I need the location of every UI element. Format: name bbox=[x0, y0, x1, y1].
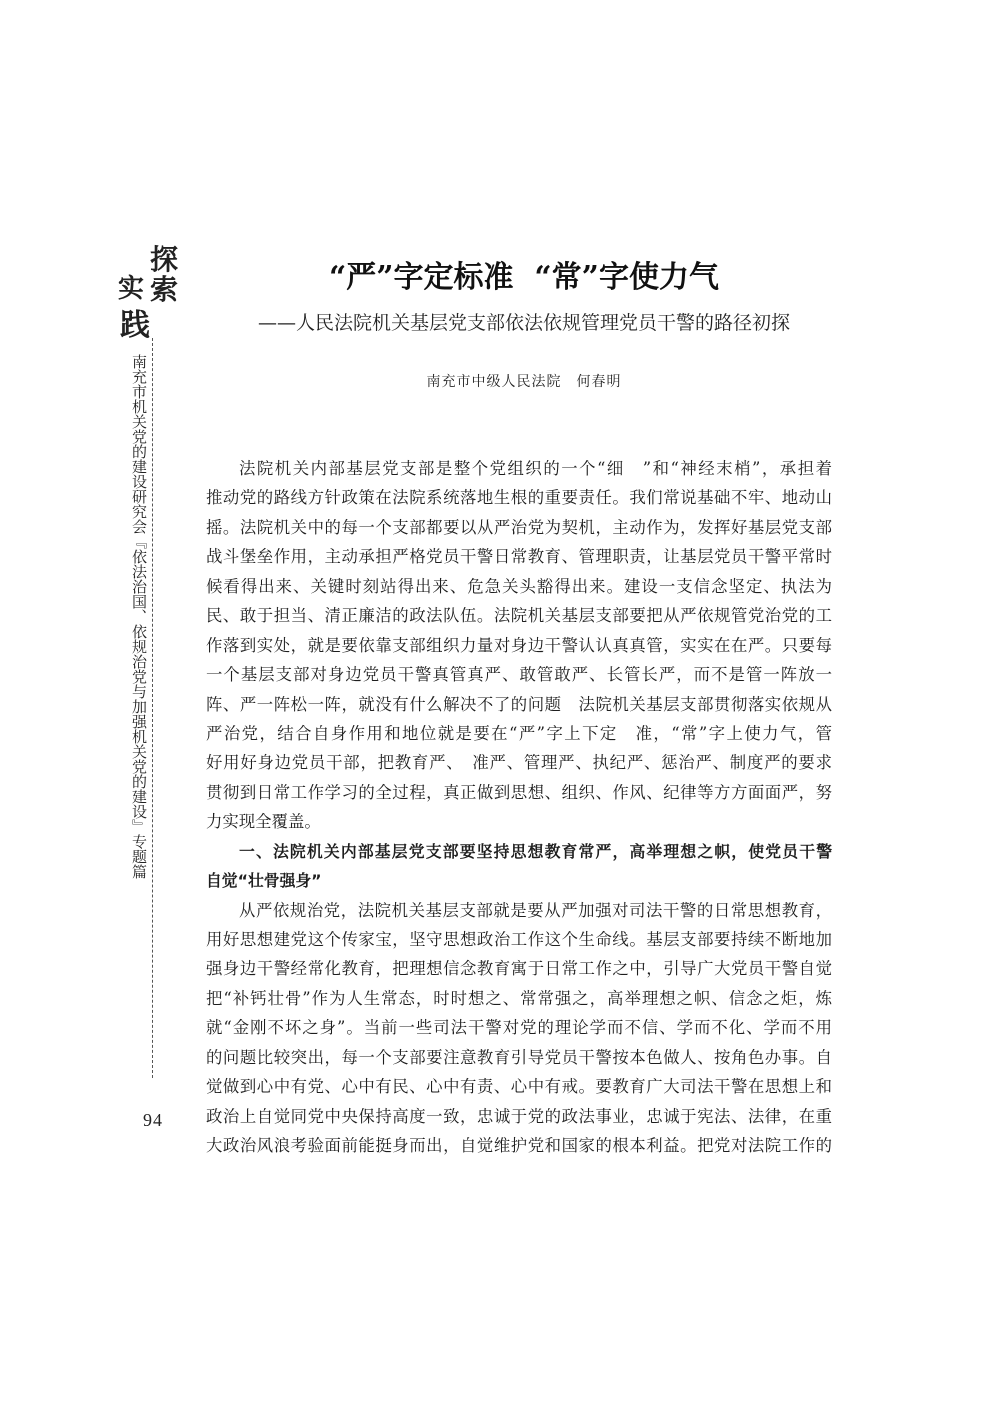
body-line: 大政治风浪考验面前能挺身而出，自觉维护党和国家的根本利益。把党对法院工作的 bbox=[206, 1136, 832, 1156]
body-line: 强身边干警经常化教育，把理想信念教育寓于日常工作之中，引导广大党员干警自觉 bbox=[206, 959, 832, 979]
body-line: 从严依规治党，法院机关基层支部就是要从严加强对司法干警的日常思想教育， bbox=[239, 900, 832, 920]
body-line: 候看得出来、关键时刻站得出来、危急关头豁得出来。建设一支信念坚定、执法为 bbox=[206, 576, 832, 596]
body-line: 法院机关内部基层党支部是整个党组织的一个“细 ”和“神经末梢”，承担着 bbox=[239, 459, 832, 478]
article-subtitle: ——人民法院机关基层党支部依法依规管理党员干警的路径初探 bbox=[257, 312, 790, 334]
section-heading-line: 一、法院机关内部基层党支部要坚持思想教育常严，高举理想之帜，使党员干警 bbox=[239, 841, 832, 861]
body-line: 推动党的路线方针政策在法院系统落地生根的重要责任。我们常说基础不牢、地动山 bbox=[206, 488, 832, 508]
body-line: 政治上自觉同党中央保持高度一致，忠诚于党的政法事业，忠诚于宪法、法律，在重 bbox=[206, 1106, 832, 1126]
page-number: 94 bbox=[143, 1110, 163, 1130]
brand-char: 践 bbox=[120, 308, 150, 343]
body-line: 就“金刚不坏之身”。当前一些司法干警对党的理论学而不信、学而不化、学而不用 bbox=[206, 1018, 832, 1038]
article-body bbox=[206, 454, 832, 1161]
body-line: 民、敢于担当、清正廉洁的政法队伍。法院机关基层支部要把从严依规管党治党的工 bbox=[206, 606, 832, 626]
body-line: 觉做到心中有党、心中有民、心中有责、心中有戒。要教育广大司法干警在思想上和 bbox=[206, 1077, 832, 1097]
body-line: 严治党，结合自身作用和地位就是要在“严”字上下定 准，“常”字上使力气，管 bbox=[206, 723, 832, 743]
body-line: 阵、严一阵松一阵，就没有什么解决不了的问题 法院机关基层支部贯彻落实依规从 bbox=[206, 694, 832, 714]
body-line: 的问题比较突出，每一个支部要注意教育引导党员干警按本色做人、按角色办事。自 bbox=[206, 1047, 832, 1067]
body-line: 好用好身边党员干部，把教育严、 准严、管理严、执纪严、惩治严、制度严的要求 bbox=[206, 753, 832, 773]
article-title: “严”字定标准 “常”字使力气 bbox=[329, 260, 719, 295]
body-line: 摇。法院机关中的每一个支部都要以从严治党为契机，主动作为，发挥好基层党支部 bbox=[206, 517, 832, 537]
brand-char: 索 bbox=[150, 273, 179, 306]
body-line: 用好思想建党这个传家宝，坚守思想政治工作这个生命线。基层支部要持续不断地加 bbox=[206, 930, 832, 949]
body-line: 贯彻到日常工作学习的全过程，真正做到思想、组织、作风、纪律等方方面面严，努 bbox=[206, 782, 832, 802]
brand-char: 实 bbox=[118, 274, 145, 304]
article-author: 南充市中级人民法院 何春明 bbox=[426, 374, 622, 390]
body-line: 一个基层支部对身边党员干警真管真严、敢管敢严、长管长严，而不是管一阵放一 bbox=[206, 665, 832, 685]
body-line: 力实现全覆盖。 bbox=[206, 812, 321, 832]
section-heading-line: 自觉“壮骨强身” bbox=[206, 871, 322, 891]
brand-char: 探 bbox=[150, 243, 179, 276]
body-line: 战斗堡垒作用，主动承担严格党员干警日常教育、管理职责，让基层党员干警平常时 bbox=[206, 547, 832, 567]
margin-dashed-rule bbox=[152, 338, 153, 1078]
body-line: 把“补钙壮骨”作为人生常态，时时想之、常常强之，高举理想之帜、信念之炬，炼 bbox=[206, 988, 832, 1008]
body-line: 作落到实处，就是要依靠支部组织力量对身边干警认认真真管，实实在在严。只要每 bbox=[206, 635, 832, 655]
section-brand bbox=[112, 238, 182, 343]
column-title-vertical: 南充市机关党的建设研究会『依法治国、依规治党与加强机关党的建设』专题篇 bbox=[130, 354, 148, 879]
